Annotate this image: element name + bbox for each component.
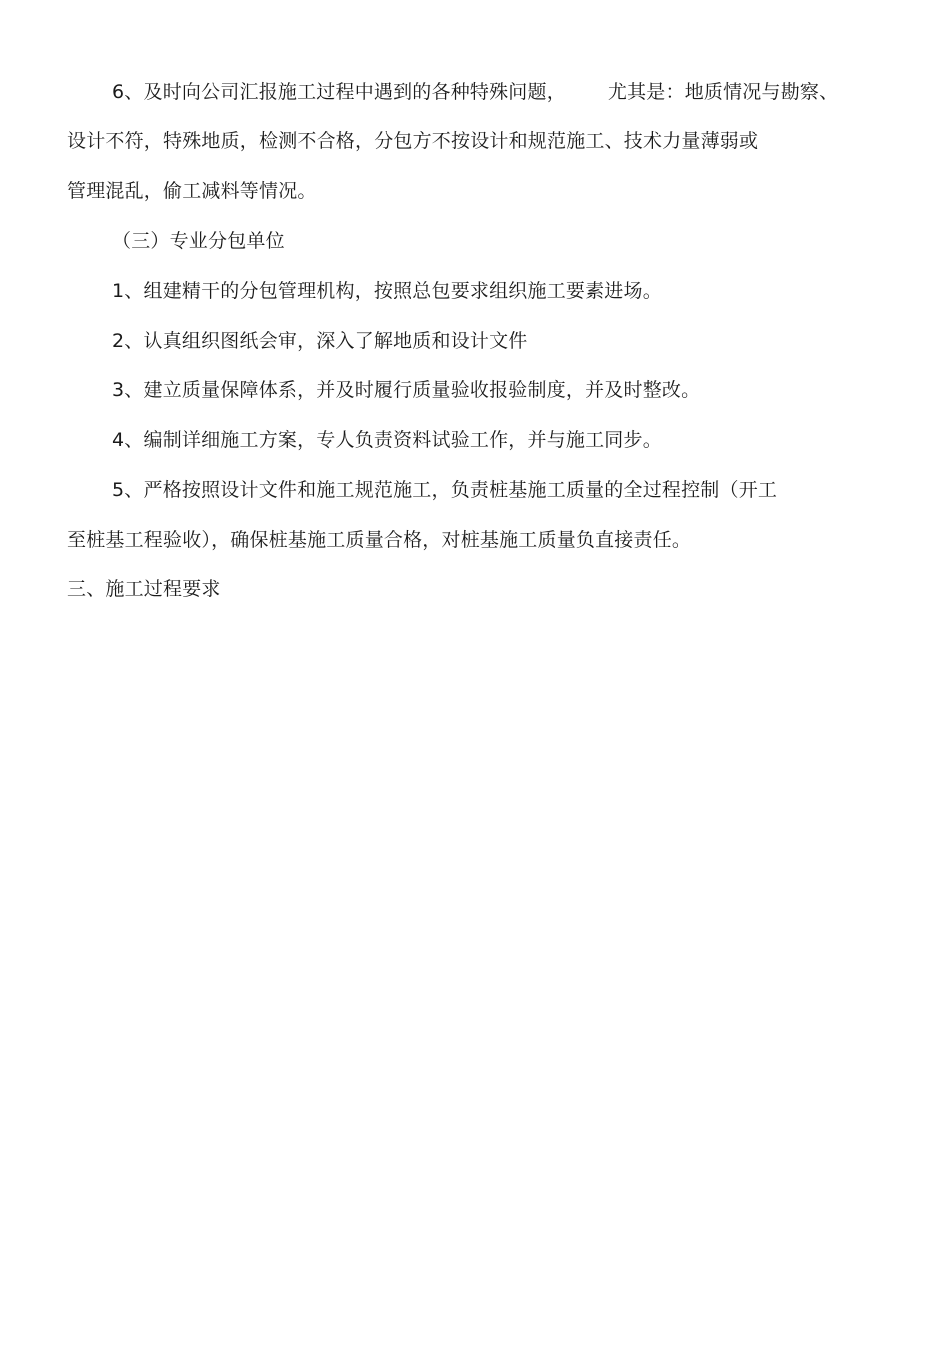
list-item-5-line-2: 至桩基工程验收），确保桩基施工质量合格，对桩基施工质量负直接责任。 — [67, 529, 692, 551]
list-item-5-line-1: 5、严格按照设计文件和施工规范施工，负责桩基施工质量的全过程控制（开工 — [112, 479, 778, 501]
paragraph-6-line-3: 管理混乱，偷工减料等情况。 — [67, 180, 317, 202]
paragraph-6-line-2: 设计不符，特殊地质，检测不合格，分包方不按设计和规范施工、技术力量薄弱或 — [67, 130, 759, 152]
list-item-2: 2、认真组织图纸会审，深入了解地质和设计文件 — [112, 330, 528, 352]
list-item-4: 4、编制详细施工方案，专人负责资料试验工作，并与施工同步。 — [112, 429, 662, 451]
list-item-1: 1、组建精干的分包管理机构，按照总包要求组织施工要素进场。 — [112, 280, 662, 302]
paragraph-6-line-1-part-1: 6、及时向公司汇报施工过程中遇到的各种特殊问题， — [112, 81, 566, 103]
chapter-heading: 三、施工过程要求 — [67, 578, 221, 600]
paragraph-6-line-1-part-2: 尤其是：地质情况与勘察、 — [607, 81, 839, 103]
paragraph-6-line-1 — [112, 79, 838, 105]
section-three-heading: （三）专业分包单位 — [112, 230, 285, 252]
list-item-3: 3、建立质量保障体系，并及时履行质量验收报验制度，并及时整改。 — [112, 379, 701, 401]
